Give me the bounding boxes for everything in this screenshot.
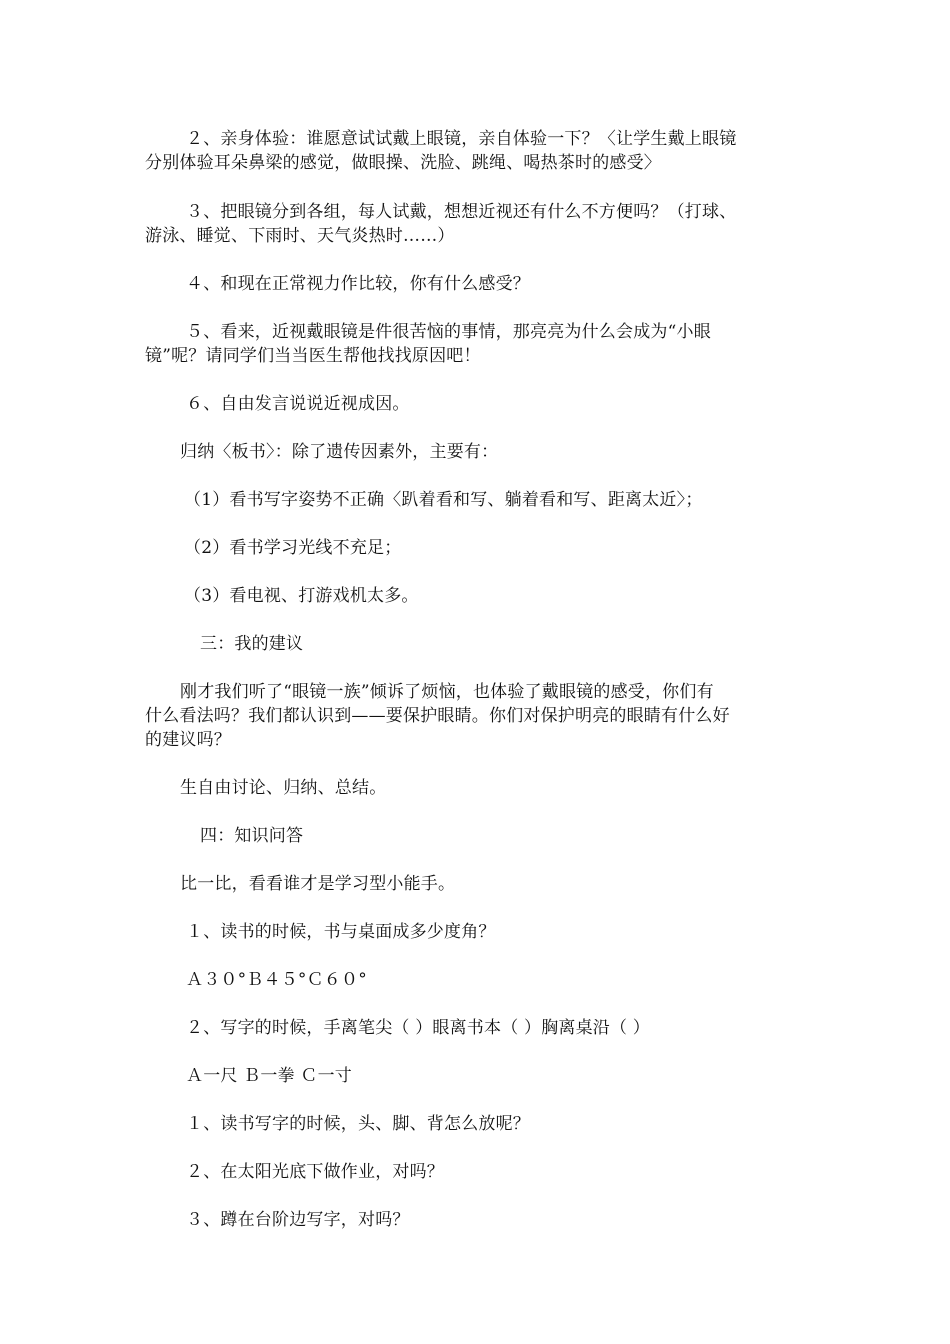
paragraph-line: 分别体验耳朵鼻梁的感觉，做眼操、洗脸、跳绳、喝热茶时的感受〉 bbox=[145, 153, 661, 173]
paragraph-line: ５、看来，近视戴眼镜是件很苦恼的事情，那亮亮为什么会成为“小眼 bbox=[186, 322, 711, 342]
paragraph-line: 归纳〈板书〉：除了遗传因素外，主要有： bbox=[180, 442, 499, 462]
paragraph-line: 生自由讨论、归纳、总结。 bbox=[180, 778, 387, 798]
list-item: （3）看电视、打游戏机太多。 bbox=[184, 586, 419, 606]
paragraph-line: ２、亲身体验：谁愿意试试戴上眼镜，亲自体验一下？〈让学生戴上眼镜 bbox=[186, 129, 737, 149]
list-item: （2）看书学习光线不充足； bbox=[184, 538, 402, 558]
paragraph-line: 刚才我们听了“眼镜一族”倾诉了烦恼，也体验了戴眼镜的感受，你们有 bbox=[180, 682, 714, 702]
paragraph-line: ３、把眼镜分到各组，每人试戴，想想近视还有什么不方便吗？（打球、 bbox=[186, 202, 737, 222]
paragraph-line: 比一比，看看谁才是学习型小能手。 bbox=[180, 874, 456, 894]
paragraph-line: ６、自由发言说说近视成因。 bbox=[186, 394, 410, 414]
question-line: １、读书的时候，书与桌面成多少度角？ bbox=[186, 922, 496, 942]
paragraph-line: 游泳、睡觉、下雨时、天气炎热时……） bbox=[145, 226, 455, 246]
section-heading: 四：知识问答 bbox=[200, 826, 304, 846]
list-item: （1）看书写字姿势不正确〈趴着看和写、躺着看和写、距离太近〉； bbox=[184, 490, 703, 510]
question-line: ２、在太阳光底下做作业，对吗？ bbox=[186, 1162, 444, 1182]
paragraph-line: 镜”呢？请同学们当当医生帮他找找原因吧！ bbox=[145, 346, 481, 366]
paragraph-line: ４、和现在正常视力作比较，你有什么感受？ bbox=[186, 274, 530, 294]
paragraph-line: 的建议吗？ bbox=[145, 730, 231, 750]
section-heading: 三：我的建议 bbox=[200, 634, 304, 654]
question-line: ３、蹲在台阶边写字，对吗？ bbox=[186, 1210, 410, 1230]
question-line: ２、写字的时候，手离笔尖（ ）眼离书本（ ）胸离桌沿（ ） bbox=[186, 1018, 651, 1038]
answer-options: Ａ一尺 Ｂ一拳 Ｃ一寸 bbox=[186, 1066, 353, 1086]
paragraph-line: 什么看法吗？我们都认识到——要保护眼睛。你们对保护明亮的眼睛有什么好 bbox=[145, 706, 730, 726]
answer-options: Ａ３０°Ｂ４５°Ｃ６０° bbox=[186, 970, 367, 990]
question-line: １、读书写字的时候，头、脚、背怎么放呢？ bbox=[186, 1114, 530, 1134]
